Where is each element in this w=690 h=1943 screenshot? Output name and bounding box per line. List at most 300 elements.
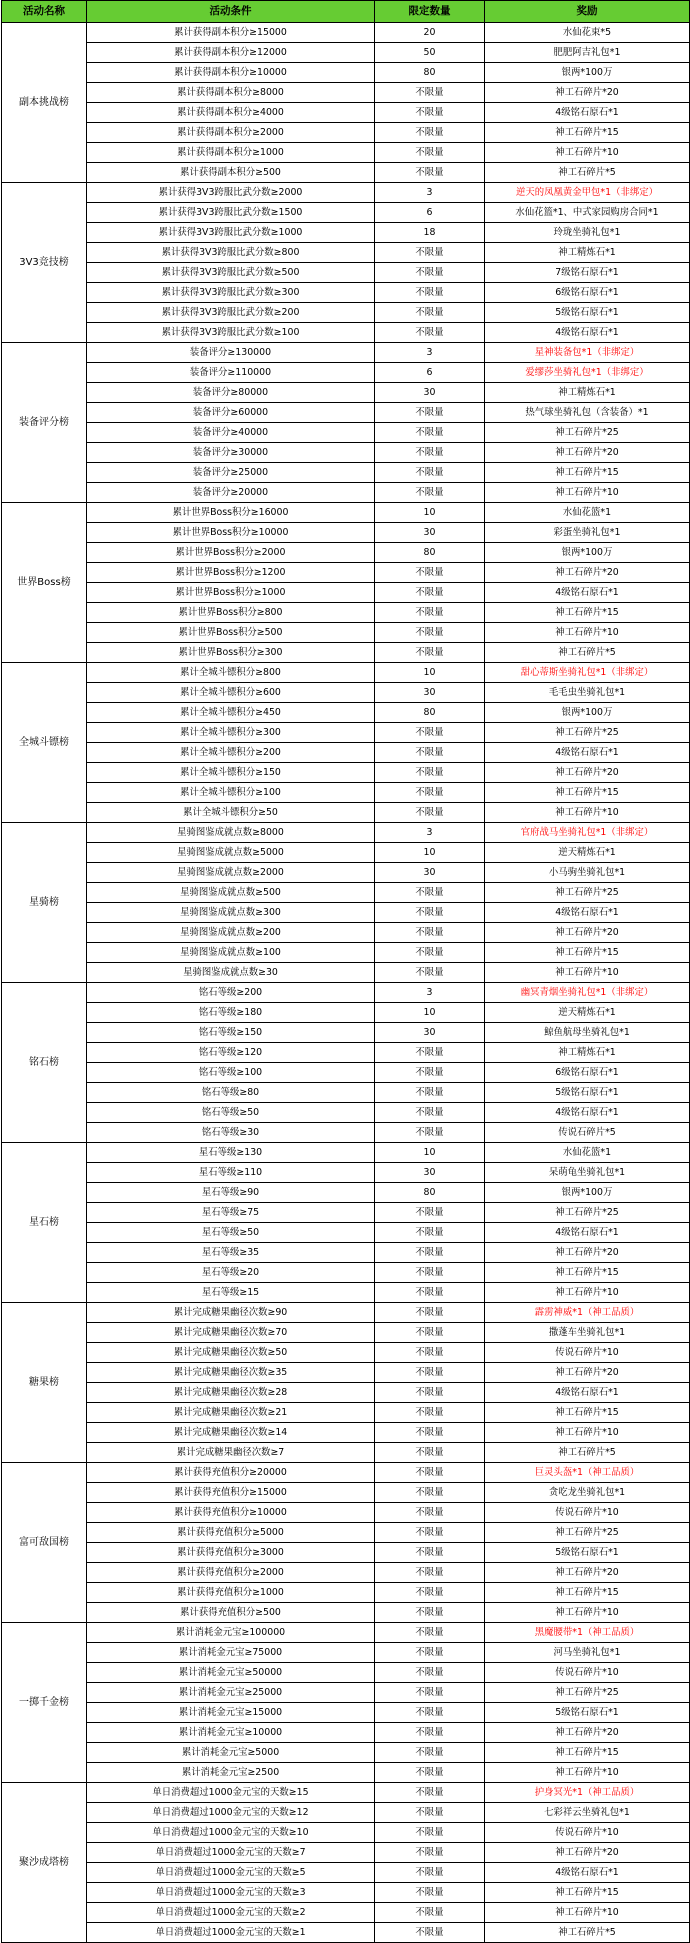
table-row [2, 743, 690, 763]
limit-cell: 不限量 [375, 883, 485, 903]
table-row [2, 1323, 690, 1343]
limit-cell: 不限量 [375, 1423, 485, 1443]
condition-cell: 累计获得充值积分≥1000 [87, 1583, 375, 1603]
condition-cell: 累计消耗金元宝≥75000 [87, 1643, 375, 1663]
reward-cell: 肥肥阿吉礼包*1 [485, 43, 690, 63]
reward-cell: 4级铭石原石*1 [485, 1863, 690, 1883]
condition-cell: 累计世界Boss积分≥10000 [87, 523, 375, 543]
table-row [2, 1663, 690, 1683]
table-row [2, 583, 690, 603]
table-row [2, 1123, 690, 1143]
limit-cell: 不限量 [375, 1463, 485, 1483]
reward-cell: 7级铭石原石*1 [485, 263, 690, 283]
table-row [2, 303, 690, 323]
reward-cell: 神工石碎片*25 [485, 883, 690, 903]
limit-cell: 不限量 [375, 1683, 485, 1703]
reward-cell: 神工石碎片*15 [485, 463, 690, 483]
limit-cell: 不限量 [375, 1843, 485, 1863]
condition-cell: 单日消费超过1000金元宝的天数≥2 [87, 1903, 375, 1923]
reward-cell: 6级铭石原石*1 [485, 283, 690, 303]
condition-cell: 累计完成糖果幽径次数≥50 [87, 1343, 375, 1363]
condition-cell: 铭石等级≥30 [87, 1123, 375, 1143]
condition-cell: 累计全城斗镖积分≥150 [87, 763, 375, 783]
limit-cell: 30 [375, 1023, 485, 1043]
limit-cell: 不限量 [375, 1223, 485, 1243]
condition-cell: 累计世界Boss积分≥800 [87, 603, 375, 623]
table-row [2, 1803, 690, 1823]
table-row [2, 1643, 690, 1663]
table-row [2, 923, 690, 943]
limit-cell: 3 [375, 343, 485, 363]
reward-cell: 传说石碎片*10 [485, 1503, 690, 1523]
limit-cell: 不限量 [375, 1863, 485, 1883]
table-row [2, 363, 690, 383]
limit-cell: 不限量 [375, 563, 485, 583]
table-row [2, 263, 690, 283]
limit-cell: 80 [375, 703, 485, 723]
condition-cell: 星石等级≥75 [87, 1203, 375, 1223]
condition-cell: 累计消耗金元宝≥100000 [87, 1623, 375, 1643]
condition-cell: 累计获得3V3跨服比武分数≥800 [87, 243, 375, 263]
reward-cell: 霹雳神威*1（神工品质） [485, 1303, 690, 1323]
condition-cell: 累计获得充值积分≥10000 [87, 1503, 375, 1523]
condition-cell: 累计全城斗镖积分≥100 [87, 783, 375, 803]
reward-cell: 银两*100万 [485, 63, 690, 83]
table-row [2, 1163, 690, 1183]
table-row [2, 1343, 690, 1363]
table-row [2, 1503, 690, 1523]
table-row [2, 1383, 690, 1403]
table-row [2, 963, 690, 983]
condition-cell: 累计获得副本积分≥500 [87, 163, 375, 183]
condition-cell: 累计消耗金元宝≥25000 [87, 1683, 375, 1703]
table-row [2, 1363, 690, 1383]
table-row [2, 1223, 690, 1243]
limit-cell: 不限量 [375, 803, 485, 823]
limit-cell: 6 [375, 203, 485, 223]
limit-cell: 不限量 [375, 1703, 485, 1723]
activity-name-cell: 星石榜 [2, 1143, 87, 1303]
limit-cell: 不限量 [375, 1883, 485, 1903]
limit-cell: 不限量 [375, 1643, 485, 1663]
table-row [2, 1303, 690, 1323]
limit-cell: 不限量 [375, 283, 485, 303]
condition-cell: 星骑图鉴成就点数≥100 [87, 943, 375, 963]
limit-cell: 3 [375, 823, 485, 843]
limit-cell: 不限量 [375, 303, 485, 323]
condition-cell: 累计获得3V3跨服比武分数≥1500 [87, 203, 375, 223]
table-row [2, 1923, 690, 1943]
reward-cell: 神工石碎片*5 [485, 643, 690, 663]
condition-cell: 累计消耗金元宝≥50000 [87, 1663, 375, 1683]
condition-cell: 累计消耗金元宝≥5000 [87, 1743, 375, 1763]
limit-cell: 不限量 [375, 163, 485, 183]
limit-cell: 50 [375, 43, 485, 63]
table-row [2, 803, 690, 823]
limit-cell: 不限量 [375, 123, 485, 143]
condition-cell: 累计获得副本积分≥8000 [87, 83, 375, 103]
table-row [2, 223, 690, 243]
condition-cell: 累计获得副本积分≥10000 [87, 63, 375, 83]
reward-cell: 5级铭石原石*1 [485, 303, 690, 323]
reward-cell: 银两*100万 [485, 703, 690, 723]
limit-cell: 80 [375, 543, 485, 563]
reward-cell: 贪吃龙坐骑礼包*1 [485, 1483, 690, 1503]
reward-cell: 传说石碎片*5 [485, 1123, 690, 1143]
reward-cell: 幽冥青烟坐骑礼包*1（非绑定） [485, 983, 690, 1003]
limit-cell: 不限量 [375, 483, 485, 503]
table-row [2, 1763, 690, 1783]
table-row [2, 503, 690, 523]
reward-cell: 逆天的凤凰黄金甲包*1（非绑定） [485, 183, 690, 203]
condition-cell: 累计获得充值积分≥15000 [87, 1483, 375, 1503]
reward-cell: 呆萌龟坐骑礼包*1 [485, 1163, 690, 1183]
condition-cell: 装备评分≥25000 [87, 463, 375, 483]
limit-cell: 不限量 [375, 923, 485, 943]
limit-cell: 不限量 [375, 1323, 485, 1343]
condition-cell: 累计获得3V3跨服比武分数≥500 [87, 263, 375, 283]
table-row [2, 663, 690, 683]
reward-cell: 神工石碎片*15 [485, 1583, 690, 1603]
table-row [2, 123, 690, 143]
condition-cell: 累计消耗金元宝≥15000 [87, 1703, 375, 1723]
condition-cell: 累计获得3V3跨服比武分数≥2000 [87, 183, 375, 203]
activity-name-cell: 星骑榜 [2, 823, 87, 983]
table-row [2, 463, 690, 483]
reward-cell: 神工石碎片*25 [485, 723, 690, 743]
table-row [2, 1463, 690, 1483]
reward-cell: 传说石碎片*10 [485, 1663, 690, 1683]
table-row [2, 623, 690, 643]
condition-cell: 累计全城斗镖积分≥600 [87, 683, 375, 703]
condition-cell: 累计获得充值积分≥500 [87, 1603, 375, 1623]
table-row [2, 403, 690, 423]
table-row [2, 843, 690, 863]
condition-cell: 星石等级≥110 [87, 1163, 375, 1183]
table-row [2, 1283, 690, 1303]
limit-cell: 不限量 [375, 1763, 485, 1783]
limit-cell: 不限量 [375, 1203, 485, 1223]
table-row [2, 983, 690, 1003]
reward-cell: 神工石碎片*10 [485, 963, 690, 983]
activity-name-cell: 聚沙成塔榜 [2, 1783, 87, 1943]
condition-cell: 星石等级≥130 [87, 1143, 375, 1163]
condition-cell: 装备评分≥110000 [87, 363, 375, 383]
limit-cell: 不限量 [375, 143, 485, 163]
condition-cell: 累计完成糖果幽径次数≥70 [87, 1323, 375, 1343]
condition-cell: 铭石等级≥50 [87, 1103, 375, 1123]
limit-cell: 6 [375, 363, 485, 383]
reward-cell: 银两*100万 [485, 543, 690, 563]
limit-cell: 不限量 [375, 1503, 485, 1523]
condition-cell: 单日消费超过1000金元宝的天数≥7 [87, 1843, 375, 1863]
table-row [2, 883, 690, 903]
limit-cell: 不限量 [375, 1303, 485, 1323]
limit-cell: 10 [375, 1143, 485, 1163]
condition-cell: 累计全城斗镖积分≥300 [87, 723, 375, 743]
table-row [2, 1823, 690, 1843]
limit-cell: 不限量 [375, 603, 485, 623]
reward-cell: 神工石碎片*15 [485, 783, 690, 803]
condition-cell: 单日消费超过1000金元宝的天数≥5 [87, 1863, 375, 1883]
reward-cell: 4级铭石原石*1 [485, 323, 690, 343]
header-activity-condition: 活动条件 [87, 1, 375, 23]
reward-cell: 神工石碎片*20 [485, 563, 690, 583]
limit-cell: 不限量 [375, 1723, 485, 1743]
reward-cell: 神工石碎片*20 [485, 1363, 690, 1383]
reward-cell: 星神装备包*1（非绑定） [485, 343, 690, 363]
table-body [2, 23, 690, 1943]
limit-cell: 不限量 [375, 1443, 485, 1463]
limit-cell: 80 [375, 1183, 485, 1203]
condition-cell: 星骑图鉴成就点数≥30 [87, 963, 375, 983]
limit-cell: 10 [375, 843, 485, 863]
table-row [2, 1183, 690, 1203]
reward-cell: 逆天精炼石*1 [485, 1003, 690, 1023]
table-row [2, 863, 690, 883]
reward-cell: 神工石碎片*10 [485, 1763, 690, 1783]
reward-cell: 神工石碎片*20 [485, 1243, 690, 1263]
reward-cell: 4级铭石原石*1 [485, 1223, 690, 1243]
activity-name-cell: 全城斗镖榜 [2, 663, 87, 823]
condition-cell: 累计全城斗镖积分≥200 [87, 743, 375, 763]
limit-cell: 不限量 [375, 423, 485, 443]
condition-cell: 星石等级≥50 [87, 1223, 375, 1243]
table-row [2, 1543, 690, 1563]
limit-cell: 不限量 [375, 1363, 485, 1383]
table-row [2, 643, 690, 663]
table-row [2, 183, 690, 203]
limit-cell: 不限量 [375, 1083, 485, 1103]
limit-cell: 不限量 [375, 1123, 485, 1143]
condition-cell: 累计世界Boss积分≥16000 [87, 503, 375, 523]
condition-cell: 单日消费超过1000金元宝的天数≥1 [87, 1923, 375, 1943]
limit-cell: 10 [375, 503, 485, 523]
limit-cell: 10 [375, 663, 485, 683]
limit-cell: 不限量 [375, 1523, 485, 1543]
limit-cell: 不限量 [375, 1743, 485, 1763]
reward-cell: 官府战马坐骑礼包*1（非绑定） [485, 823, 690, 843]
table-row [2, 1843, 690, 1863]
table-row [2, 83, 690, 103]
reward-cell: 神工石碎片*10 [485, 1903, 690, 1923]
limit-cell: 不限量 [375, 1063, 485, 1083]
limit-cell: 不限量 [375, 243, 485, 263]
limit-cell: 不限量 [375, 1283, 485, 1303]
table-row [2, 1863, 690, 1883]
reward-cell: 5级铭石原石*1 [485, 1543, 690, 1563]
activity-name-cell: 富可敌国榜 [2, 1463, 87, 1623]
reward-cell: 神工石碎片*20 [485, 763, 690, 783]
table-row [2, 1903, 690, 1923]
limit-cell: 30 [375, 523, 485, 543]
condition-cell: 累计获得充值积分≥3000 [87, 1543, 375, 1563]
table-row [2, 1003, 690, 1023]
condition-cell: 累计全城斗镖积分≥800 [87, 663, 375, 683]
limit-cell: 不限量 [375, 1383, 485, 1403]
activity-name-cell: 3V3竞技榜 [2, 183, 87, 343]
table-row [2, 1743, 690, 1763]
reward-cell: 小马驹坐骑礼包*1 [485, 863, 690, 883]
reward-cell: 神工石碎片*10 [485, 1423, 690, 1443]
reward-cell: 4级铭石原石*1 [485, 1103, 690, 1123]
condition-cell: 累计世界Boss积分≥2000 [87, 543, 375, 563]
reward-cell: 神工石碎片*15 [485, 603, 690, 623]
limit-cell: 3 [375, 983, 485, 1003]
condition-cell: 装备评分≥60000 [87, 403, 375, 423]
table-row [2, 903, 690, 923]
limit-cell: 不限量 [375, 643, 485, 663]
reward-cell: 神工精炼石*1 [485, 383, 690, 403]
condition-cell: 累计获得副本积分≥1000 [87, 143, 375, 163]
header-activity-name: 活动名称 [2, 1, 87, 23]
table-row [2, 1023, 690, 1043]
limit-cell: 不限量 [375, 783, 485, 803]
limit-cell: 30 [375, 383, 485, 403]
reward-cell: 护身冥光*1（神工品质） [485, 1783, 690, 1803]
table-row [2, 1103, 690, 1123]
reward-cell: 逆天精炼石*1 [485, 843, 690, 863]
condition-cell: 铭石等级≥80 [87, 1083, 375, 1103]
condition-cell: 单日消费超过1000金元宝的天数≥12 [87, 1803, 375, 1823]
reward-cell: 神工石碎片*15 [485, 1263, 690, 1283]
table-row [2, 1403, 690, 1423]
reward-cell: 神工精炼石*1 [485, 1043, 690, 1063]
reward-cell: 神工精炼石*1 [485, 243, 690, 263]
reward-cell: 巨灵头盔*1（神工品质） [485, 1463, 690, 1483]
limit-cell: 不限量 [375, 443, 485, 463]
table-row [2, 203, 690, 223]
limit-cell: 30 [375, 1163, 485, 1183]
table-row [2, 283, 690, 303]
table-row [2, 543, 690, 563]
reward-cell: 传说石碎片*10 [485, 1823, 690, 1843]
limit-cell: 不限量 [375, 1243, 485, 1263]
reward-cell: 神工石碎片*15 [485, 1743, 690, 1763]
reward-cell: 神工石碎片*10 [485, 803, 690, 823]
condition-cell: 累计世界Boss积分≥300 [87, 643, 375, 663]
reward-cell: 黑魔腰带*1（神工品质） [485, 1623, 690, 1643]
condition-cell: 铭石等级≥120 [87, 1043, 375, 1063]
condition-cell: 星石等级≥90 [87, 1183, 375, 1203]
limit-cell: 不限量 [375, 723, 485, 743]
limit-cell: 不限量 [375, 1563, 485, 1583]
reward-cell: 5级铭石原石*1 [485, 1083, 690, 1103]
limit-cell: 不限量 [375, 1803, 485, 1823]
table-row [2, 483, 690, 503]
reward-cell: 银两*100万 [485, 1183, 690, 1203]
condition-cell: 累计获得副本积分≥2000 [87, 123, 375, 143]
reward-cell: 神工石碎片*20 [485, 443, 690, 463]
reward-cell: 水仙花束*5 [485, 23, 690, 43]
condition-cell: 星骑图鉴成就点数≥2000 [87, 863, 375, 883]
table-row [2, 163, 690, 183]
table-row [2, 63, 690, 83]
table-row [2, 1563, 690, 1583]
limit-cell: 不限量 [375, 583, 485, 603]
limit-cell: 不限量 [375, 403, 485, 423]
table-row [2, 1043, 690, 1063]
table-row [2, 1063, 690, 1083]
reward-cell: 玲珑坐骑礼包*1 [485, 223, 690, 243]
reward-cell: 传说石碎片*10 [485, 1343, 690, 1363]
condition-cell: 铭石等级≥200 [87, 983, 375, 1003]
limit-cell: 不限量 [375, 1903, 485, 1923]
limit-cell: 不限量 [375, 1043, 485, 1063]
header-reward: 奖励 [485, 1, 690, 23]
limit-cell: 20 [375, 23, 485, 43]
table-row [2, 43, 690, 63]
condition-cell: 累计完成糖果幽径次数≥7 [87, 1443, 375, 1463]
condition-cell: 星石等级≥20 [87, 1263, 375, 1283]
limit-cell: 不限量 [375, 463, 485, 483]
reward-cell: 4级铭石原石*1 [485, 583, 690, 603]
condition-cell: 累计消耗金元宝≥10000 [87, 1723, 375, 1743]
reward-cell: 神工石碎片*25 [485, 423, 690, 443]
reward-cell: 神工石碎片*20 [485, 1843, 690, 1863]
limit-cell: 不限量 [375, 103, 485, 123]
reward-cell: 6级铭石原石*1 [485, 1063, 690, 1083]
condition-cell: 星石等级≥15 [87, 1283, 375, 1303]
limit-cell: 不限量 [375, 1583, 485, 1603]
reward-cell: 神工石碎片*25 [485, 1523, 690, 1543]
reward-cell: 撒蓬车坐骑礼包*1 [485, 1323, 690, 1343]
reward-cell: 神工石碎片*25 [485, 1683, 690, 1703]
reward-cell: 水仙花篮*1 [485, 503, 690, 523]
condition-cell: 累计获得充值积分≥20000 [87, 1463, 375, 1483]
limit-cell: 3 [375, 183, 485, 203]
activity-name-cell: 世界Boss榜 [2, 503, 87, 663]
table-row [2, 1783, 690, 1803]
table-row [2, 243, 690, 263]
header-limit-quantity: 限定数量 [375, 1, 485, 23]
table-row [2, 1883, 690, 1903]
table-row [2, 383, 690, 403]
limit-cell: 30 [375, 683, 485, 703]
table-row [2, 1683, 690, 1703]
reward-cell: 神工石碎片*10 [485, 1603, 690, 1623]
table-row [2, 1143, 690, 1163]
reward-cell: 七彩祥云坐骑礼包*1 [485, 1803, 690, 1823]
reward-cell: 4级铭石原石*1 [485, 103, 690, 123]
condition-cell: 星骑图鉴成就点数≥300 [87, 903, 375, 923]
limit-cell: 不限量 [375, 1263, 485, 1283]
table-row [2, 1723, 690, 1743]
activity-rewards-table [1, 0, 690, 1943]
reward-cell: 4级铭石原石*1 [485, 743, 690, 763]
condition-cell: 累计获得3V3跨服比武分数≥300 [87, 283, 375, 303]
reward-cell: 毛毛虫坐骑礼包*1 [485, 683, 690, 703]
reward-cell: 神工石碎片*15 [485, 1883, 690, 1903]
condition-cell: 星骑图鉴成就点数≥500 [87, 883, 375, 903]
reward-cell: 神工石碎片*15 [485, 1403, 690, 1423]
reward-cell: 鲸鱼航母坐骑礼包*1 [485, 1023, 690, 1043]
reward-cell: 神工石碎片*15 [485, 943, 690, 963]
table-row [2, 1263, 690, 1283]
limit-cell: 不限量 [375, 943, 485, 963]
activity-name-cell: 铭石榜 [2, 983, 87, 1143]
condition-cell: 装备评分≥20000 [87, 483, 375, 503]
reward-cell: 甜心蒂斯坐骑礼包*1（非绑定） [485, 663, 690, 683]
condition-cell: 累计获得副本积分≥15000 [87, 23, 375, 43]
reward-cell: 神工石碎片*10 [485, 143, 690, 163]
limit-cell: 不限量 [375, 963, 485, 983]
condition-cell: 单日消费超过1000金元宝的天数≥15 [87, 1783, 375, 1803]
header-row [2, 1, 690, 23]
condition-cell: 累计获得副本积分≥12000 [87, 43, 375, 63]
reward-cell: 河马坐骑礼包*1 [485, 1643, 690, 1663]
table-row [2, 823, 690, 843]
